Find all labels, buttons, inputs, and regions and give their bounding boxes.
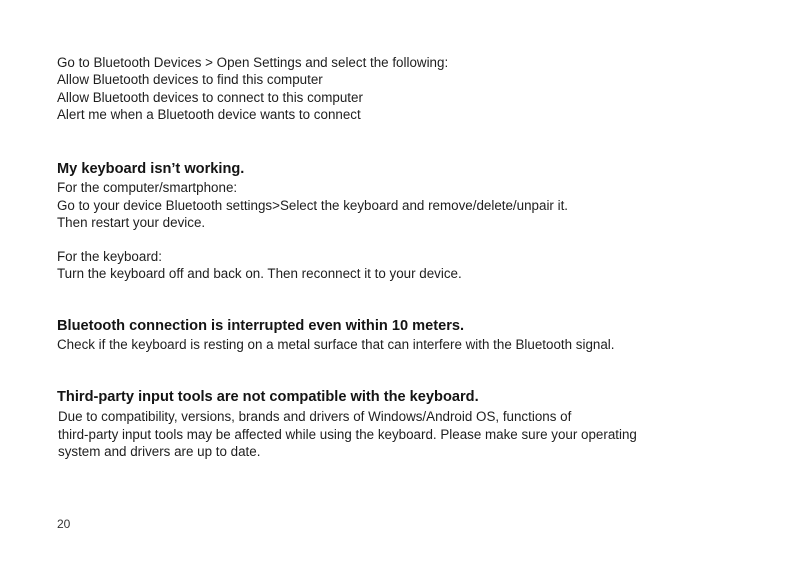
section-heading: Bluetooth connection is interrupted even within 10 meters. (57, 318, 465, 334)
section-heading: My keyboard isn’t working. (57, 161, 245, 177)
section-line: For the computer/smartphone: (57, 180, 238, 195)
intro-line: Alert me when a Bluetooth device wants to connect (57, 107, 361, 122)
section-line: Check if the keyboard is resting on a metal surface that can interfere with the Bluetooth signal. (57, 337, 615, 352)
section-line: Turn the keyboard off and back on. Then reconnect it to your device. (57, 266, 462, 281)
section-line: Due to compatibility, versions, brands and drivers of Windows/Android OS, functions of (58, 409, 572, 424)
intro-line: Allow Bluetooth devices to connect to this computer (57, 90, 363, 105)
page-number: 20 (57, 517, 71, 531)
section-line: Go to your device Bluetooth settings>Select the keyboard and remove/delete/unpair it. (57, 198, 569, 213)
section-line: Then restart your device. (57, 215, 206, 230)
intro-line: Go to Bluetooth Devices > Open Settings and select the following: (57, 55, 449, 70)
section-line: system and drivers are up to date. (58, 444, 261, 459)
section-line: third-party input tools may be affected while using the keyboard. Please make sure your operating (58, 427, 637, 442)
section-line: For the keyboard: (57, 249, 162, 264)
section-heading: Third-party input tools are not compatible with the keyboard. (57, 389, 479, 405)
intro-line: Allow Bluetooth devices to find this computer (57, 72, 323, 87)
